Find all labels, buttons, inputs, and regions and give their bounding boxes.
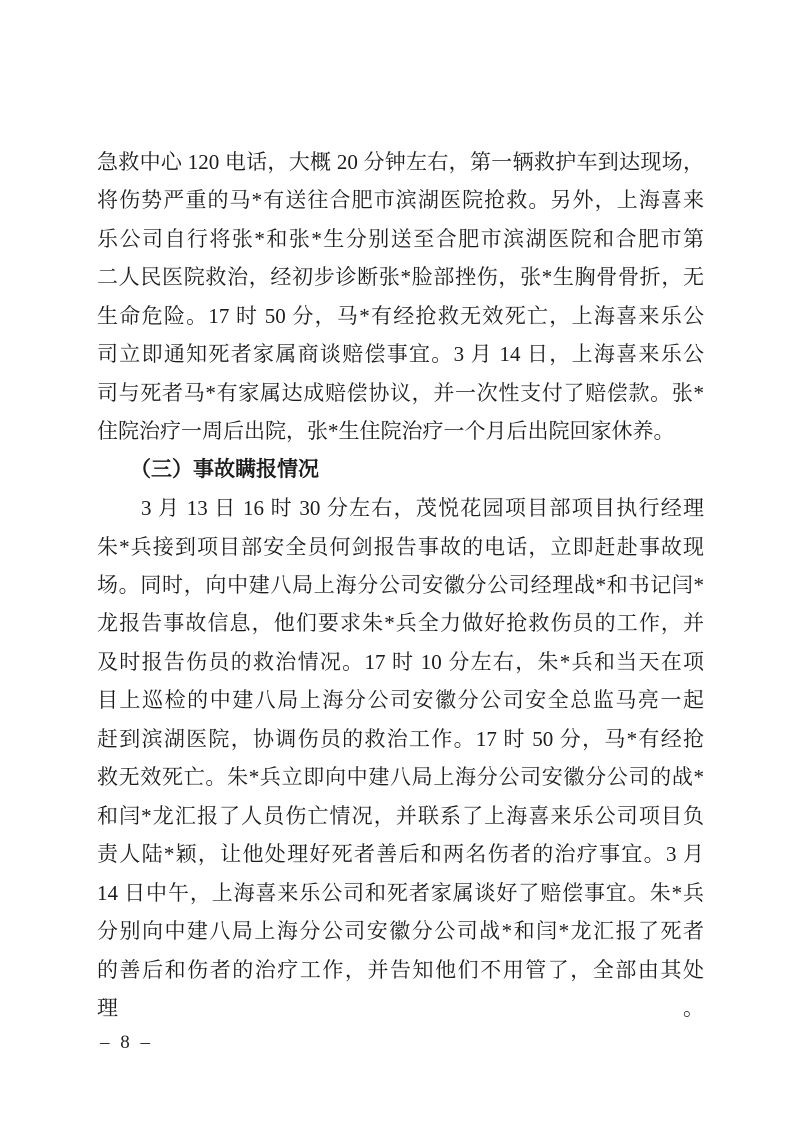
text-line: 分别向中建八局上海分公司安徽分公司战*和闫*龙汇报了死者: [97, 919, 704, 944]
text-line: 朱*兵接到项目部安全员何剑报告事故的电话，立即赶赴事故现: [97, 534, 704, 559]
text-line: 龙报告事故信息，他们要求朱*兵全力做好抢救伤员的工作，并: [97, 611, 704, 636]
text-line: 及时报告伤员的救治情况。17 时 10 分左右，朱*兵和当天在项: [97, 649, 704, 674]
section-heading: （三）事故瞒报情况: [130, 457, 319, 481]
text-line: 乐公司自行将张*和张*生分别送至合肥市滨湖医院和合肥市第: [97, 226, 704, 251]
text-line: 场。同时，向中建八局上海分公司安徽分公司经理战*和书记闫*: [97, 572, 704, 597]
text-line: 责人陆*颖，让他处理好死者善后和两名伤者的治疗事宜。3 月: [97, 842, 704, 867]
text-line: 14 日中午，上海喜来乐公司和死者家属谈好了赔偿事宜。朱*兵: [97, 880, 704, 905]
text-line: 的善后和伤者的治疗工作，并告知他们不用管了，全部由其处理。: [97, 957, 704, 1020]
text-line: 急救中心 120 电话，大概 20 分钟左右，第一辆救护车到达现场，: [97, 150, 704, 174]
text-line: 生命危险。17 时 50 分，马*有经抢救无效死亡，上海喜来乐公: [97, 303, 704, 328]
text-line: 救无效死亡。朱*兵立即向中建八局上海分公司安徽分公司的战*: [97, 765, 704, 790]
page-number: – 8 –: [100, 1032, 153, 1053]
text-line: 司立即通知死者家属商谈赔偿事宜。3 月 14 日，上海喜来乐公: [97, 342, 704, 367]
text-line: 住院治疗一周后出院，张*生住院治疗一个月后出院回家休养。: [97, 419, 675, 444]
text-line: 司与死者马*有家属达成赔偿协议，并一次性支付了赔偿款。张*: [97, 380, 704, 405]
text-line: 目上巡检的中建八局上海分公司安徽分公司安全总监马亮一起: [97, 688, 704, 713]
text-line: 和闫*龙汇报了人员伤亡情况，并联系了上海喜来乐公司项目负: [97, 803, 704, 828]
page-body-text: [97, 143, 704, 1020]
text-line: 3 月 13 日 16 时 30 分左右，茂悦花园项目部项目执行经理: [141, 496, 704, 521]
text-line: 赶到滨湖医院，协调伤员的救治工作。17 时 50 分，马*有经抢: [97, 726, 704, 751]
text-line: 将伤势严重的马*有送往合肥市滨湖医院抢救。另外，上海喜来: [97, 188, 704, 213]
text-line: 二人民医院救治，经初步诊断张*脸部挫伤，张*生胸骨骨折，无: [97, 265, 704, 290]
